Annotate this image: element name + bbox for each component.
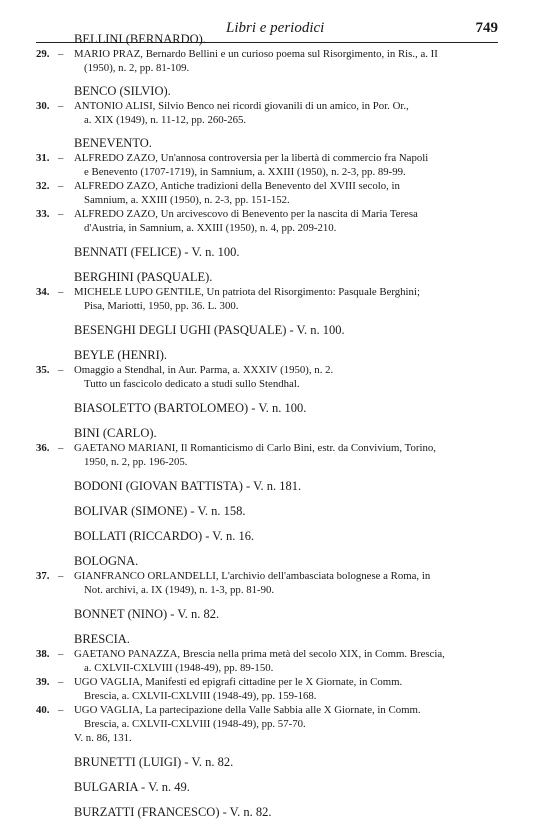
index-entry	[36, 607, 498, 622]
bibliography-item: 31. – ALFREDO ZAZO, Un'annosa controversia per la libertà di commercio fra Napoli e Benevento (1707-1719), in Samnium, a. XXIII (1950), n. 2-3, pp. 89-99.	[36, 151, 498, 179]
entry-heading: BINI (CARLO).	[74, 426, 157, 440]
item-number: 30.	[36, 100, 50, 112]
entry-heading: BELLINI (BERNARDO).	[74, 32, 206, 46]
index-entry	[36, 245, 498, 260]
bibliography-item: 36. – GAETANO MARIANI, Il Romanticismo di Carlo Bini, estr. da Convivium, Torino, 1950, n. 2, pp. 196-205.	[36, 441, 498, 469]
item-line: ALFREDO ZAZO, Un'annosa controversia per la libertà di commercio fra Napoli	[74, 152, 429, 164]
item-line: MARIO PRAZ, Bernardo Bellini e un curioso poema sul Risorgimento, in Ris., a. II	[74, 48, 438, 60]
bibliography-item: 35. – Omaggio a Stendhal, in Aur. Parma, a. XXXIV (1950), n. 2. Tutto un fascicolo dedicato a studi sullo Stendhal.	[36, 363, 498, 391]
bibliography-item: 30. – ANTONIO ALISI, Silvio Benco nei ricordi giovanili di un amico, in Por. Or., a. XIX (1949), n. 11-12, pp. 260-265.	[36, 99, 498, 127]
index-entry	[36, 136, 498, 235]
index-entry	[36, 755, 498, 770]
item-number: 31.	[36, 152, 50, 164]
entry-heading: BOLLATI (RICCARDO) - V. n. 16.	[74, 529, 255, 543]
item-line: ANTONIO ALISI, Silvio Benco nei ricordi giovanili di un amico, in Por. Or.,	[74, 100, 409, 112]
entry-heading: BENEVENTO.	[74, 136, 152, 150]
bibliography-item: 33. – ALFREDO ZAZO, Un arcivescovo di Benevento per la nascita di Maria Teresa d'Austria, in Samnium, a. XXIII (1950), n. 4, pp. 209-210.	[36, 207, 498, 235]
bibliography-item: 34. – MICHELE LUPO GENTILE, Un patriota del Risorgimento: Pasquale Berghini; Pisa, Mariotti, 1950, pp. 36. L. 300.	[36, 285, 498, 313]
item-line: MICHELE LUPO GENTILE, Un patriota del Risorgimento: Pasquale Berghini;	[74, 286, 420, 298]
index-entry	[36, 632, 498, 745]
item-line: Tutto un fascicolo dedicato a studi sullo Stendhal.	[84, 378, 300, 390]
entry-heading: BENNATI (FELICE) - V. n. 100.	[74, 245, 240, 259]
entry-heading: BRUNETTI (LUIGI) - V. n. 82.	[74, 755, 234, 769]
item-line: a. CXLVII-CXLVIII (1948-49), pp. 89-150.	[84, 662, 274, 674]
index-entry	[36, 32, 498, 75]
item-number: 29.	[36, 48, 50, 60]
index-entry	[36, 270, 498, 313]
item-number: 32.	[36, 180, 50, 192]
index-entry	[36, 426, 498, 469]
item-number: 39.	[36, 676, 50, 688]
item-line: UGO VAGLIA, La partecipazione della Valle Sabbia alle X Giornate, in Comm.	[74, 704, 421, 716]
item-line: (1950), n. 2, pp. 81-109.	[84, 62, 190, 74]
item-line: Pisa, Mariotti, 1950, pp. 36. L. 300.	[84, 300, 239, 312]
item-number: 33.	[36, 208, 50, 220]
item-line: V. n. 86, 131.	[74, 732, 132, 744]
item-number: 35.	[36, 364, 50, 376]
item-number: 38.	[36, 648, 50, 660]
running-title: Libri e periodici	[226, 20, 325, 36]
entry-heading: BOLOGNA.	[74, 554, 139, 568]
item-number: 36.	[36, 442, 50, 454]
entry-heading: BULGARIA - V. n. 49.	[74, 780, 190, 794]
index-entry	[36, 805, 498, 820]
entry-heading: BURZATTI (FRANCESCO) - V. n. 82.	[74, 805, 272, 819]
index-entry	[36, 401, 498, 416]
bibliography-item: 29. – MARIO PRAZ, Bernardo Bellini e un curioso poema sul Risorgimento, in Ris., a. II (1950), n. 2, pp. 81-109.	[36, 47, 498, 75]
index-entry	[36, 479, 498, 494]
index-entry	[36, 323, 498, 338]
item-line: ALFREDO ZAZO, Un arcivescovo di Benevento per la nascita di Maria Teresa	[74, 208, 418, 220]
item-number: 40.	[36, 704, 50, 716]
item-number: 37.	[36, 570, 50, 582]
entry-heading: BIASOLETTO (BARTOLOMEO) - V. n. 100.	[74, 401, 307, 415]
index-body	[36, 32, 498, 820]
item-number: 34.	[36, 286, 50, 298]
item-line: e Benevento (1707-1719), in Samnium, a. XXIII (1950), n. 2-3, pp. 89-99.	[84, 166, 406, 178]
item-line: d'Austria, in Samnium, a. XXIII (1950), n. 4, pp. 209-210.	[84, 222, 337, 234]
entry-heading: BODONI (GIOVAN BATTISTA) - V. n. 181.	[74, 479, 302, 493]
index-entry	[36, 348, 498, 391]
entry-heading: BONNET (NINO) - V. n. 82.	[74, 607, 220, 621]
item-line: GAETANO MARIANI, Il Romanticismo di Carlo Bini, estr. da Convivium, Torino,	[74, 442, 436, 454]
index-entry	[36, 780, 498, 795]
item-line: Brescia, a. CXLVII-CXLVIII (1948-49), pp. 159-168.	[84, 690, 317, 702]
bibliography-item: 37. – GIANFRANCO ORLANDELLI, L'archivio dell'ambasciata bolognese a Roma, in Not. archivi, a. IX (1949), n. 1-3, pp. 81-90.	[36, 569, 498, 597]
index-entry	[36, 554, 498, 597]
item-line: UGO VAGLIA, Manifesti ed epigrafi cittadine per le X Giornate, in Comm.	[74, 676, 403, 688]
item-line: GIANFRANCO ORLANDELLI, L'archivio dell'ambasciata bolognese a Roma, in	[74, 570, 431, 582]
bibliography-item: 40. – UGO VAGLIA, La partecipazione della Valle Sabbia alle X Giornate, in Comm. Brescia, a. CXLVII-CXLVIII (1948-49), pp. 57-70. V. n. 86, 131.	[36, 703, 498, 745]
item-line: Brescia, a. CXLVII-CXLVIII (1948-49), pp. 57-70.	[84, 718, 306, 730]
item-line: Not. archivi, a. IX (1949), n. 1-3, pp. 81-90.	[84, 584, 275, 596]
bibliography-item: 38. – GAETANO PANAZZA, Brescia nella prima metà del secolo XIX, in Comm. Brescia, a. CXLVII-CXLVIII (1948-49), pp. 89-150.	[36, 647, 498, 675]
index-entry	[36, 84, 498, 127]
entry-heading: BRESCIA.	[74, 632, 130, 646]
item-line: a. XIX (1949), n. 11-12, pp. 260-265.	[84, 114, 247, 126]
entry-heading: BERGHINI (PASQUALE).	[74, 270, 213, 284]
entry-heading: BENCO (SILVIO).	[74, 84, 171, 98]
entry-heading: BESENGHI DEGLI UGHI (PASQUALE) - V. n. 100.	[74, 323, 345, 337]
bibliography-item: 39. – UGO VAGLIA, Manifesti ed epigrafi cittadine per le X Giornate, in Comm. Brescia, a. CXLVII-CXLVIII (1948-49), pp. 159-168.	[36, 675, 498, 703]
entry-heading: BEYLE (HENRI).	[74, 348, 168, 362]
bibliography-item: 32. – ALFREDO ZAZO, Antiche tradizioni della Benevento del XVIII secolo, in Samnium, a. XXIII (1950), n. 2-3, pp. 151-152.	[36, 179, 498, 207]
index-entry	[36, 504, 498, 519]
index-entry	[36, 529, 498, 544]
item-line: Omaggio a Stendhal, in Aur. Parma, a. XXXIV (1950), n. 2.	[74, 364, 334, 376]
entry-heading: BOLIVAR (SIMONE) - V. n. 158.	[74, 504, 246, 518]
page-number: 749	[475, 20, 498, 36]
item-line: Samnium, a. XXIII (1950), n. 2-3, pp. 151-152.	[84, 194, 290, 206]
item-line: GAETANO PANAZZA, Brescia nella prima metà del secolo XIX, in Comm. Brescia,	[74, 648, 445, 660]
item-line: ALFREDO ZAZO, Antiche tradizioni della Benevento del XVIII secolo, in	[74, 180, 400, 192]
item-line: 1950, n. 2, pp. 196-205.	[84, 456, 188, 468]
